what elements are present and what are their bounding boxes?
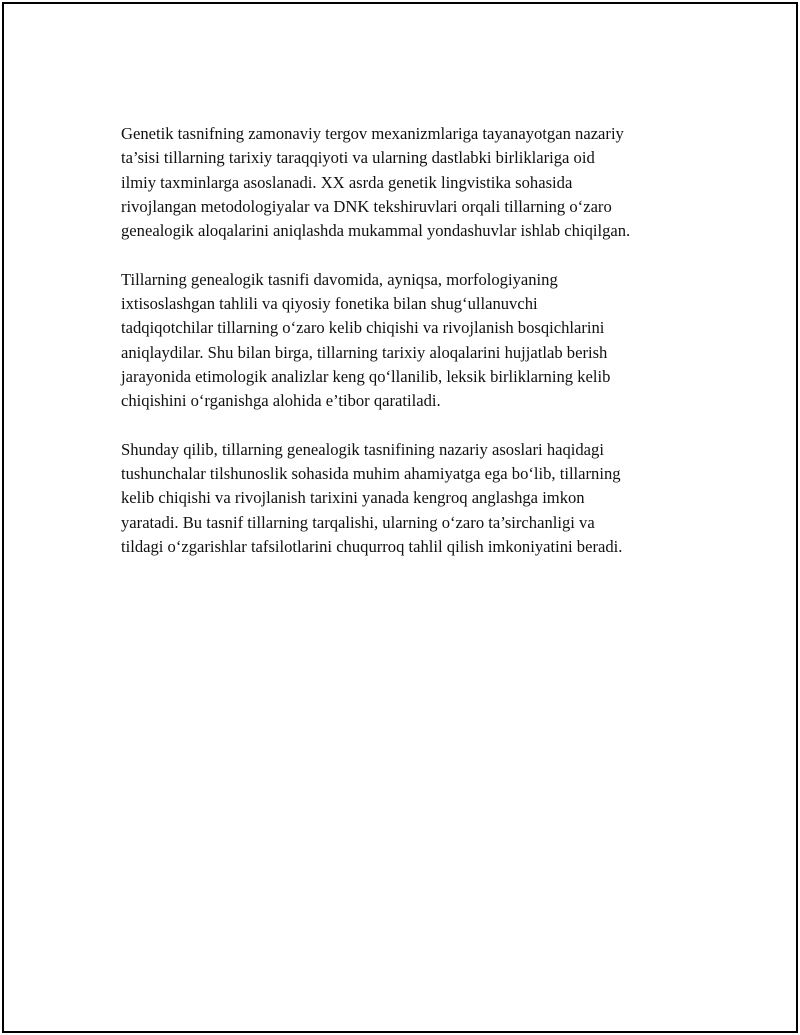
text-line: chiqishini o‘rganishga alohida e’tibor qaratiladi. xyxy=(121,391,441,411)
text-line: ilmiy taxminlarga asoslanadi. XX asrda genetik lingvistika sohasida xyxy=(121,172,573,192)
text-line: Tillarning genealogik tasnifi davomida, ayniqsa, morfologiyaning xyxy=(121,269,558,289)
text-line: tushunchalar tilshunoslik sohasida muhim ahamiyatga ega bo‘lib, tillarning xyxy=(121,464,621,484)
paragraph-1 xyxy=(121,122,696,243)
text-line: tildagi o‘zgarishlar tafsilotlarini chuqurroq tahlil qilish imkoniyatini beradi. xyxy=(121,537,623,557)
text-line: Genetik tasnifning zamonaviy tergov mexanizmlariga tayanayotgan nazariy xyxy=(121,124,624,143)
text-line: yaratadi. Bu tasnif tillarning tarqalishi, ularning o‘zaro ta’sirchanligi va xyxy=(121,512,595,532)
text-line: aniqlaydilar. Shu bilan birga, tillarning tarixiy aloqalarini hujjatlab berish xyxy=(121,342,608,362)
text-line: ta’sisi tillarning tarixiy taraqqiyoti va ularning dastlabki birliklariga oid xyxy=(121,148,595,168)
text-line: tadqiqotchilar tillarning o‘zaro kelib chiqishi va rivojlanish bosqichlarini xyxy=(121,318,605,338)
paragraph-3 xyxy=(121,438,696,559)
text-line: genealogik aloqalarini aniqlashda mukammal yondashuvlar ishlab chiqilgan. xyxy=(121,221,631,241)
text-line: Shunday qilib, tillarning genealogik tasnifining nazariy asoslari haqidagi xyxy=(121,439,604,459)
page-border xyxy=(2,2,798,1033)
text-line: jarayonida etimologik analizlar keng qo‘llanilib, leksik birliklarning kelib xyxy=(121,366,611,386)
paragraph-2 xyxy=(121,268,696,414)
document-body xyxy=(121,122,696,584)
text-line: ixtisoslashgan tahlili va qiyosiy fonetika bilan shug‘ullanuvchi xyxy=(121,294,538,314)
text-line: rivojlangan metodologiyalar va DNK tekshiruvlari orqali tillarning o‘zaro xyxy=(121,196,612,216)
text-line: kelib chiqishi va rivojlanish tarixini yanada kengroq anglashga imkon xyxy=(121,488,585,508)
